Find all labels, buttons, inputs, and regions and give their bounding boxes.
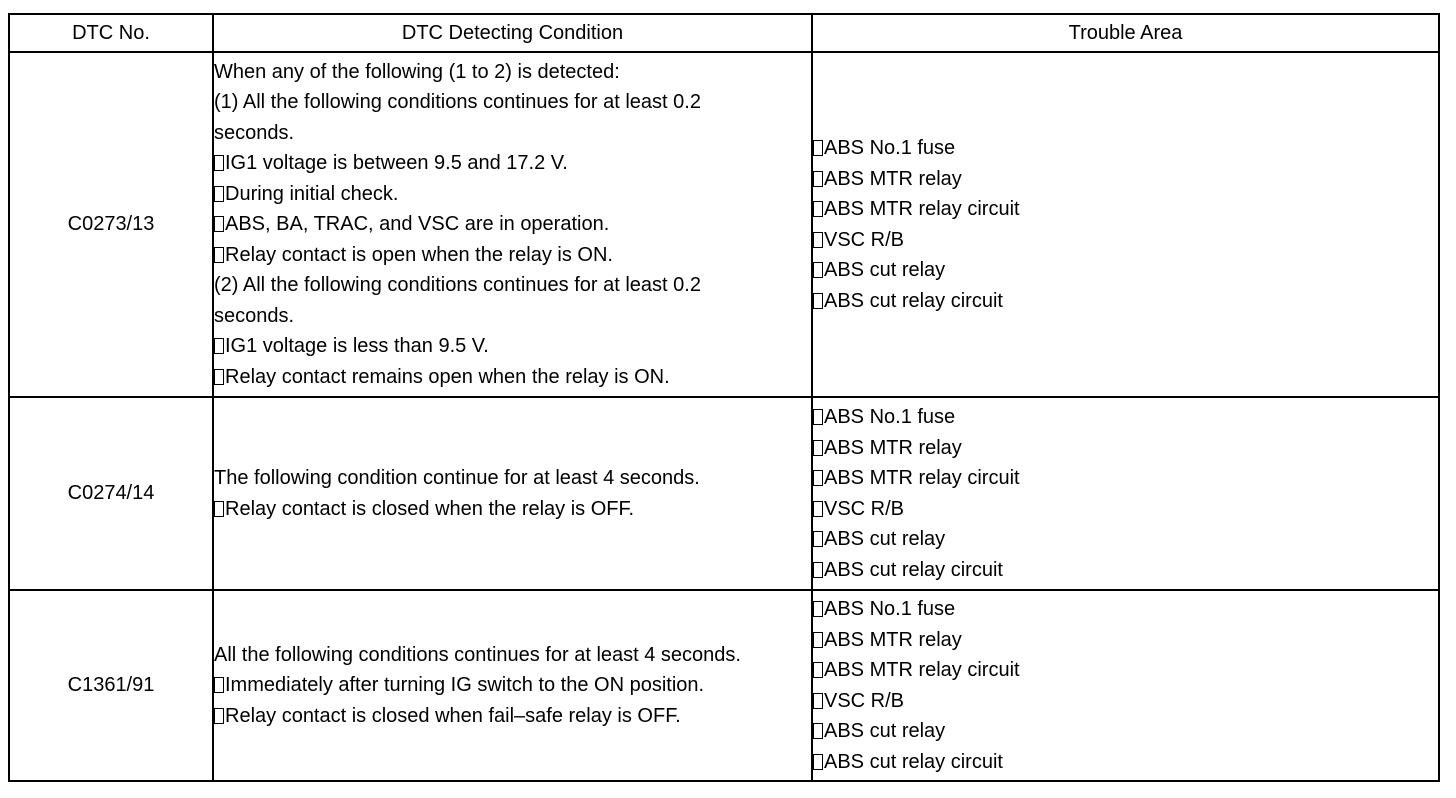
condition-line-text: The following condition continue for at least 4 seconds. — [214, 467, 700, 489]
condition-line — [214, 331, 811, 362]
checkbox-square-icon — [813, 723, 823, 739]
trouble-area-item-text: ABS cut relay circuit — [824, 558, 1003, 581]
condition-line-text: Immediately after turning IG switch to the ON position. — [225, 674, 705, 697]
condition-line — [214, 148, 811, 179]
condition-line — [214, 494, 811, 525]
table-row — [9, 590, 1439, 781]
trouble-area-item — [813, 286, 1438, 317]
trouble-area-item-text: ABS MTR relay — [824, 628, 962, 651]
condition-line — [214, 362, 811, 393]
checkbox-square-icon — [813, 531, 823, 547]
trouble-area-item-text: ABS No.1 fuse — [824, 598, 956, 620]
checkbox-square-icon — [813, 262, 823, 278]
condition-line-text: Relay contact remains open when the relay is ON. — [225, 365, 670, 388]
trouble-area-item — [813, 225, 1438, 256]
condition-line-text: During initial check. — [225, 182, 399, 205]
trouble-area-item — [813, 255, 1438, 286]
condition-line-text: (2) All the following conditions continues for at least 0.2 — [214, 274, 701, 297]
condition-line — [214, 118, 811, 149]
checkbox-square-icon — [813, 754, 823, 770]
condition-line-text: (1) All the following conditions continues for at least 0.2 — [214, 91, 701, 114]
checkbox-square-icon — [813, 662, 823, 678]
checkbox-square-icon — [214, 369, 224, 385]
trouble-area-item — [813, 494, 1438, 525]
checkbox-square-icon — [214, 708, 224, 724]
trouble-area-item-text: ABS cut relay — [824, 720, 946, 742]
trouble-area-item-text: ABS cut relay — [824, 528, 946, 550]
checkbox-square-icon — [813, 501, 823, 517]
trouble-area-item — [813, 555, 1438, 586]
checkbox-square-icon — [813, 409, 823, 425]
checkbox-square-icon — [214, 501, 224, 517]
checkbox-square-icon — [214, 677, 224, 693]
condition-line-text: Relay contact is closed when the relay is OFF. — [225, 497, 635, 520]
condition-line — [214, 301, 811, 332]
checkbox-square-icon — [813, 293, 823, 309]
checkbox-square-icon — [813, 562, 823, 578]
header-detecting-condition: DTC Detecting Condition — [213, 14, 812, 52]
detecting-condition — [213, 397, 812, 590]
condition-line — [214, 240, 811, 271]
dtc-table — [8, 13, 1440, 782]
checkbox-square-icon — [813, 232, 823, 248]
header-dtc-no: DTC No. — [9, 14, 213, 52]
dtc-code: C1361/91 — [9, 590, 213, 781]
trouble-area-item-text: VSC R/B — [824, 689, 905, 712]
condition-line-text: All the following conditions continues for at least 4 seconds. — [214, 643, 741, 666]
table-row — [9, 52, 1439, 397]
trouble-area-item — [813, 463, 1438, 494]
trouble-area-item — [813, 594, 1438, 625]
condition-line — [214, 640, 811, 671]
checkbox-square-icon — [214, 338, 224, 354]
trouble-area-item-text: ABS MTR relay circuit — [824, 659, 1020, 681]
trouble-area — [812, 52, 1439, 397]
detecting-condition — [213, 590, 812, 781]
checkbox-square-icon — [813, 693, 823, 709]
condition-line — [214, 701, 811, 732]
trouble-area-item-text: ABS cut relay circuit — [824, 750, 1003, 773]
checkbox-square-icon — [813, 201, 823, 217]
condition-line-text: IG1 voltage is less than 9.5 V. — [225, 335, 489, 358]
trouble-area-item — [813, 133, 1438, 164]
checkbox-square-icon — [214, 155, 224, 171]
checkbox-square-icon — [214, 216, 224, 232]
condition-line-text: Relay contact is closed when fail–safe relay is OFF. — [225, 704, 681, 727]
trouble-area-item — [813, 716, 1438, 747]
trouble-area-item — [813, 402, 1438, 433]
trouble-area-item — [813, 433, 1438, 464]
checkbox-square-icon — [214, 247, 224, 263]
trouble-area-item — [813, 164, 1438, 195]
trouble-area — [812, 590, 1439, 781]
trouble-area-item-text: ABS No.1 fuse — [824, 406, 956, 428]
dtc-code: C0273/13 — [9, 52, 213, 397]
detecting-condition — [213, 52, 812, 397]
trouble-area-item-text: ABS MTR relay circuit — [824, 198, 1020, 220]
condition-line-text: seconds. — [214, 304, 295, 327]
condition-line — [214, 463, 811, 494]
trouble-area-item-text: VSC R/B — [824, 497, 905, 520]
checkbox-square-icon — [813, 440, 823, 456]
condition-line — [214, 87, 811, 118]
trouble-area-item-text: ABS MTR relay — [824, 436, 962, 459]
checkbox-square-icon — [813, 171, 823, 187]
condition-line-text: ABS, BA, TRAC, and VSC are in operation. — [225, 213, 610, 236]
trouble-area-item — [813, 625, 1438, 656]
condition-line-text: Relay contact is open when the relay is ON. — [225, 243, 613, 266]
header-trouble-area: Trouble Area — [812, 14, 1439, 52]
dtc-code: C0274/14 — [9, 397, 213, 590]
trouble-area-item — [813, 686, 1438, 717]
trouble-area-item — [813, 524, 1438, 555]
trouble-area-item — [813, 655, 1438, 686]
checkbox-square-icon — [813, 470, 823, 486]
trouble-area-item-text: VSC R/B — [824, 228, 905, 251]
condition-line — [214, 270, 811, 301]
checkbox-square-icon — [813, 632, 823, 648]
condition-line — [214, 179, 811, 210]
trouble-area — [812, 397, 1439, 590]
condition-line — [214, 670, 811, 701]
trouble-area-item-text: ABS cut relay circuit — [824, 289, 1003, 312]
condition-line — [214, 57, 811, 88]
trouble-area-item-text: ABS MTR relay circuit — [824, 467, 1020, 489]
trouble-area-item-text: ABS cut relay — [824, 259, 946, 281]
trouble-area-item — [813, 194, 1438, 225]
trouble-area-item-text: ABS No.1 fuse — [824, 137, 956, 159]
condition-line — [214, 209, 811, 240]
header-row — [9, 14, 1439, 52]
checkbox-square-icon — [214, 186, 224, 202]
trouble-area-item-text: ABS MTR relay — [824, 167, 962, 190]
trouble-area-item — [813, 747, 1438, 778]
table-row — [9, 397, 1439, 590]
condition-line-text: seconds. — [214, 121, 295, 144]
condition-line-text: When any of the following (1 to 2) is detected: — [214, 60, 620, 83]
condition-line-text: IG1 voltage is between 9.5 and 17.2 V. — [225, 152, 568, 175]
checkbox-square-icon — [813, 140, 823, 156]
checkbox-square-icon — [813, 601, 823, 617]
